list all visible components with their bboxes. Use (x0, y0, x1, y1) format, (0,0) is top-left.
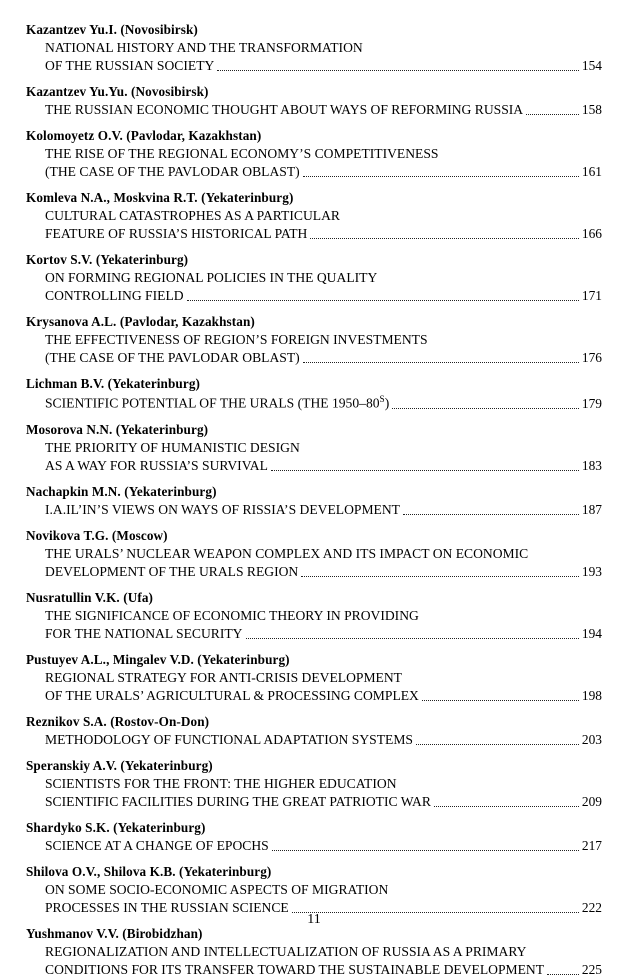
toc-page-number: 176 (581, 350, 602, 366)
toc-entry-title-block (26, 669, 602, 705)
toc-title-text: THE EFFECTIVENESS OF REGION’S FOREIGN INVESTMENTS (45, 332, 428, 348)
toc-title-line (45, 225, 602, 243)
toc-title-text: FOR THE NATIONAL SECURITY (45, 625, 243, 641)
toc-title-text: OF THE URALS’ AGRICULTURAL & PROCESSING COMPLEX (45, 687, 419, 703)
toc-title-line (45, 457, 602, 475)
toc-title-line (45, 775, 602, 793)
toc-title-text: CONDITIONS FOR ITS TRANSFER TOWARD THE SUSTAINABLE DEVELOPMENT (45, 961, 545, 977)
toc-title-line (45, 101, 602, 119)
toc-entry-author: Reznikov S.A. (Rostov-On-Don) (26, 713, 210, 729)
toc-entry-author: Speranskiy A.V. (Yekaterinburg) (26, 757, 213, 773)
toc-title-line (45, 349, 602, 367)
toc-entry-title-block (26, 145, 602, 181)
toc-title-line (45, 39, 602, 57)
toc-title-text: DEVELOPMENT OF THE URALS REGION (45, 563, 299, 579)
toc-entry[interactable] (26, 652, 602, 705)
toc-entry-title-block (26, 393, 602, 413)
toc-title-text: REGIONAL STRATEGY FOR ANTI-CRISIS DEVELOPMENT (45, 669, 402, 685)
toc-entry-author: Krysanova A.L. (Pavlodar, Kazakhstan) (26, 314, 255, 330)
toc-title-line (45, 793, 602, 811)
toc-entry[interactable] (26, 590, 602, 643)
toc-entry-author: Nachapkin M.N. (Yekaterinburg) (26, 483, 217, 499)
toc-title-line (45, 163, 602, 181)
toc-title-text: THE SIGNIFICANCE OF ECONOMIC THEORY IN PROVIDING (45, 607, 419, 623)
toc-entry[interactable] (26, 714, 602, 749)
toc-title-text: ON SOME SOCIO-ECONOMIC ASPECTS OF MIGRATION (45, 881, 389, 897)
toc-title-text: (THE CASE OF THE PAVLODAR OBLAST) (45, 350, 300, 366)
toc-leader-dots (547, 974, 579, 975)
toc-title-line (45, 439, 602, 457)
toc-title-line (45, 943, 602, 961)
toc-title-text: SCIENCE AT A CHANGE OF EPOCHS (45, 837, 269, 853)
toc-entry[interactable] (26, 926, 602, 979)
toc-entry[interactable] (26, 528, 602, 581)
toc-leader-dots (416, 744, 579, 745)
toc-leader-dots (301, 576, 579, 577)
toc-page-number: 158 (581, 102, 602, 118)
toc-title-line (45, 563, 602, 581)
toc-entry-author: Mosorova N.N. (Yekaterinburg) (26, 421, 209, 437)
toc-leader-dots (422, 700, 579, 701)
toc-leader-dots (303, 176, 579, 177)
toc-entry-title-block (26, 775, 602, 811)
toc-entry[interactable] (26, 422, 602, 475)
toc-entry[interactable] (26, 484, 602, 519)
toc-title-line (45, 207, 602, 225)
toc-entry-author: Kortov S.V. (Yekaterinburg) (26, 252, 189, 268)
toc-page-number: 161 (581, 164, 602, 180)
toc-page-number: 183 (581, 457, 602, 473)
toc-entry-title-block (26, 501, 602, 519)
toc-entry-title-block (26, 331, 602, 367)
toc-title-line (45, 331, 602, 349)
toc-entry-title-block (26, 439, 602, 475)
toc-entry-author: Yushmanov V.V. (Birobidzhan) (26, 925, 203, 941)
toc-title-line (45, 837, 602, 855)
toc-title-line (45, 731, 602, 749)
toc-title-line (45, 545, 602, 563)
toc-page-number: 166 (581, 226, 602, 242)
toc-title-text: THE URALS’ NUCLEAR WEAPON COMPLEX AND ITS IMPACT ON ECONOMIC (45, 545, 529, 561)
toc-entry-author: Shilova O.V., Shilova K.B. (Yekaterinburg) (26, 863, 272, 879)
toc-leader-dots (217, 70, 579, 71)
toc-title-text: THE RUSSIAN ECONOMIC THOUGHT ABOUT WAYS OF REFORMING RUSSIA (45, 101, 524, 117)
toc-title-text: PROCESSES IN THE RUSSIAN SCIENCE (45, 899, 289, 915)
toc-title-text: THE RISE OF THE REGIONAL ECONOMY’S COMPETITIVENESS (45, 145, 439, 161)
toc-title-text: CULTURAL CATASTROPHES AS A PARTICULAR (45, 207, 340, 223)
toc-page-number: 171 (581, 288, 602, 304)
toc-page-number: 179 (581, 395, 602, 411)
toc-entry-title-block (26, 545, 602, 581)
toc-title-line (45, 607, 602, 625)
toc-title-line (45, 625, 602, 643)
toc-entry[interactable] (26, 128, 602, 181)
toc-leader-dots (271, 470, 579, 471)
toc-title-line (45, 961, 602, 979)
toc-entry-author: Kolomoyetz O.V. (Pavlodar, Kazakhstan) (26, 128, 262, 144)
toc-title-text: FEATURE OF RUSSIA’S HISTORICAL PATH (45, 226, 308, 242)
toc-entry-author: Shardyko S.K. (Yekaterinburg) (26, 819, 206, 835)
toc-page-number: 203 (581, 732, 602, 747)
toc-page-number: 225 (581, 962, 602, 978)
toc-entry[interactable] (26, 84, 602, 119)
toc-title-text: SCIENTISTS FOR THE FRONT: THE HIGHER EDUCATION (45, 775, 397, 791)
toc-title-line (45, 687, 602, 705)
toc-title-line (45, 57, 602, 75)
toc-entry-author: Novikova T.G. (Moscow) (26, 527, 168, 543)
toc-leader-dots (303, 362, 579, 363)
toc-title-text: CONTROLLING FIELD (45, 288, 184, 304)
toc-leader-dots (272, 850, 579, 851)
toc-title-text: THE PRIORITY OF HUMANISTIC DESIGN (45, 439, 300, 455)
toc-title-text: SCIENTIFIC POTENTIAL OF THE URALS (THE $1950-80^S$) (45, 394, 390, 411)
toc-page-number: 209 (581, 794, 602, 810)
toc-entry-author: Kazantzev Yu.Yu. (Novosibirsk) (26, 84, 209, 100)
toc-title-line (45, 145, 602, 163)
toc-entry-author: Lichman B.V. (Yekaterinburg) (26, 376, 201, 392)
toc-leader-dots (434, 806, 579, 807)
toc-title-text: OF THE RUSSIAN SOCIETY (45, 57, 215, 73)
toc-page-number: 154 (581, 58, 602, 74)
toc-entry-author: Komleva N.A., Moskvina R.T. (Yekaterinburg) (26, 190, 294, 206)
toc-page-number: 217 (581, 838, 602, 854)
page-number: 11 (307, 912, 321, 927)
toc-leader-dots (187, 300, 579, 301)
table-of-contents (26, 22, 602, 979)
toc-entry[interactable] (26, 758, 602, 811)
toc-entry-title-block (26, 943, 602, 979)
toc-leader-dots (246, 638, 579, 639)
toc-title-line (45, 269, 602, 287)
toc-entry[interactable] (26, 22, 602, 75)
toc-page-number: 187 (581, 501, 602, 517)
toc-entry-title-block (26, 607, 602, 643)
toc-leader-dots (526, 114, 579, 115)
toc-title-text: REGIONALIZATION AND INTELLECTUALIZATION OF RUSSIA AS A PRIMARY (45, 943, 527, 959)
toc-leader-dots (392, 408, 579, 409)
toc-title-text: (THE CASE OF THE PAVLODAR OBLAST) (45, 163, 300, 179)
toc-entry-title-block (26, 39, 602, 75)
toc-page-number: 198 (581, 688, 602, 704)
toc-title-text: ON FORMING REGIONAL POLICIES IN THE QUALITY (45, 270, 378, 285)
toc-entry[interactable] (26, 864, 602, 917)
toc-entry[interactable] (26, 252, 602, 305)
toc-entry-title-block (26, 101, 602, 119)
toc-title-line (45, 501, 602, 519)
toc-title-text: METHODOLOGY OF FUNCTIONAL ADAPTATION SYSTEMS (45, 731, 413, 747)
toc-title-line (45, 393, 602, 413)
toc-title-text: NATIONAL HISTORY AND THE TRANSFORMATION (45, 39, 363, 55)
toc-leader-dots (310, 238, 579, 239)
toc-entry-title-block (26, 731, 602, 749)
toc-entry[interactable] (26, 314, 602, 367)
toc-leader-dots (403, 514, 579, 515)
toc-title-text: SCIENTIFIC FACILITIES DURING THE GREAT PATRIOTIC WAR (45, 793, 431, 809)
toc-title-line (45, 287, 602, 305)
toc-entry-title-block (26, 837, 602, 855)
toc-entry-author: Nusratullin V.K. (Ufa) (26, 589, 154, 605)
toc-title-text: AS A WAY FOR RUSSIA’S SURVIVAL (45, 457, 268, 473)
toc-title-text: I.A.IL’IN’S VIEWS ON WAYS OF RISSIA’S DEVELOPMENT (45, 501, 400, 517)
toc-page-number: 194 (581, 625, 602, 641)
toc-entry-author: Pustuyev A.L., Mingalev V.D. (Yekaterinburg) (26, 651, 290, 667)
toc-entry-title-block (26, 207, 602, 243)
toc-entry[interactable] (26, 820, 602, 855)
toc-page-number: 193 (581, 563, 602, 579)
toc-entry[interactable] (26, 190, 602, 243)
toc-entry[interactable] (26, 376, 602, 413)
toc-title-line (45, 881, 602, 899)
toc-entry-title-block (26, 269, 602, 305)
toc-title-line (45, 669, 602, 687)
toc-entry-author: Kazantzev Yu.I. (Novosibirsk) (26, 22, 198, 37)
toc-page-number: 222 (581, 900, 602, 916)
